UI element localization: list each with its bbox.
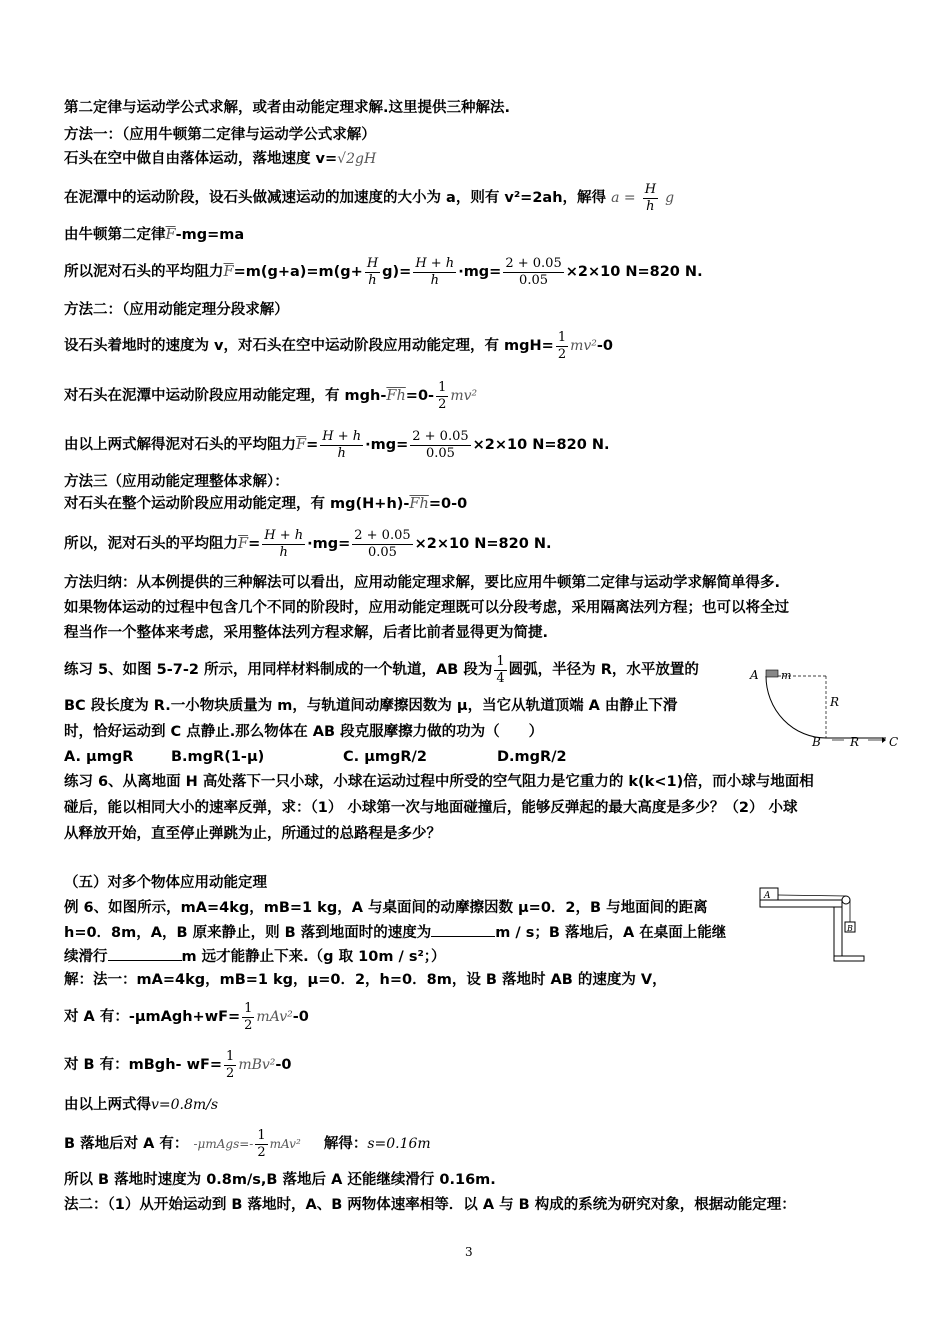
solution-line: 所以 B 落地时速度为 0.8m/s,B 落地后 A 还能继续滑行 0.16m.: [64, 1172, 496, 1188]
exercise-6-line: 碰后，能以相同大小的速率反弹，求：（1） 小球第一次与地面碰撞后，能够反弹起的最大高度是多少？（2） 小球: [64, 800, 798, 816]
exercise-5-line: 时，恰好运动到 C 点静止.那么物体在 AB 段克服摩擦力做的功为（ ）: [64, 724, 544, 740]
block-a-label: A: [764, 891, 771, 901]
exercise-5-line: 练习 5、如图 5-7-2 所示，用同样材料制成的一个轨道，AB 段为 $\frac{1}{4}$ 圆弧，半径为 R，水平放置的: [64, 653, 699, 686]
solution-line: 由以上两式得v=0.8m/s: [64, 1097, 219, 1113]
summary-line: 如果物体运动的过程中包含几个不同的阶段时，应用动能定理既可以分段考虑，采用隔离法列方程；也可以将全过: [64, 600, 789, 616]
option-a: A. μmgR: [64, 749, 134, 765]
text-line: 石头在空中做自由落体运动，落地速度 v=√2gH: [64, 151, 377, 167]
exercise-6-line: 从释放开始，直至停止弹跳为止，所通过的总路程是多少？: [64, 826, 441, 842]
section-heading: （五）对多个物体应用动能定理: [64, 875, 267, 891]
page-number: 3: [465, 1245, 473, 1259]
text-line: 由牛顿第二定律$\overline{F}-mg=ma$: [64, 227, 245, 243]
option-b: B.mgR(1-μ): [171, 749, 265, 765]
text-line: 对石头在泥潭中运动阶段应用动能定理，有 mgh-$\overline{Fh}=0-$ $\frac{1}{2}$ mv²: [64, 379, 478, 412]
summary-line: 程当作一个整体来考虑，采用整体法列方程求解，后者比前者显得更为简捷.: [64, 625, 549, 641]
label-b: B: [812, 735, 821, 749]
summary-line: 方法归纳：从本例提供的三种解法可以看出，应用动能定理求解，要比应用牛顿第二定律与运动学求解简单得多.: [64, 575, 781, 591]
label-c: C: [889, 735, 899, 749]
method-two-heading: 方法二：（应用动能定理分段求解）: [64, 302, 289, 318]
solution-line: 对 B 有：mBgh- wF= $\frac{1}{2}$ mBv²-0: [64, 1048, 292, 1081]
label-r-horizontal: R: [850, 735, 860, 749]
block-b-label: B: [847, 924, 853, 933]
solution-line: 解：法一：mA=4kg，mB=1 kg，μ=0．2，h=0．8m，设 B 落地时 AB 的速度为 V，: [64, 972, 667, 988]
method-three-heading: 方法三（应用动能定理整体求解）：: [64, 474, 289, 490]
text-line: 所以，泥对石头的平均阻力$\overline{F}=$ $\frac{H + h}{h}$ ·mg= $\frac{2 + 0.05}{0.05}$ ×2×10 N=820 N.: [64, 527, 552, 560]
example-6-line: 例 6、如图所示，mA=4kg，mB=1 kg，A 与桌面间的动摩擦因数 μ=0．2，B 与地面间的距离: [64, 900, 708, 916]
answer-blank-velocity[interactable]: [431, 922, 495, 937]
option-c: C. μmgR/2: [343, 749, 427, 765]
answer-blank-distance[interactable]: [108, 946, 182, 961]
label-m: m: [781, 669, 792, 682]
option-d: D.mgR/2: [497, 749, 567, 765]
example-6-line: 续滑行 m 远才能静止下来.（g 取 10m / s²；）: [64, 946, 446, 967]
label-a: A: [750, 668, 759, 682]
solution-line: B 落地后对 A 有： -μmAgs=- $\frac{1}{2}$ mAv² 解得：s=0.16m: [64, 1127, 431, 1160]
exercise-6-line: 练习 6、从离地面 H 高处落下一只小球，小球在运动过程中所受的空气阻力是它重力的 k(k<1)倍，而小球与地面相: [64, 774, 814, 790]
table-pulley-figure: [754, 880, 866, 966]
solution-line: 对 A 有：-μmAgh+wF= $\frac{1}{2}$ mAv²-0: [64, 1000, 309, 1033]
method-one-heading: 方法一：（应用牛顿第二定律与运动学公式求解）: [64, 127, 376, 143]
exercise-5-line: BC 段长度为 R.一小物块质量为 m，与轨道间动摩擦因数为 μ，当它从轨道顶端 A 由静止下滑: [64, 698, 678, 714]
text-line: 对石头在整个运动阶段应用动能定理，有 $mg(H+h)-\overline{Fh}=0-0$: [64, 496, 468, 512]
text-line: 在泥潭中的运动阶段，设石头做减速运动的加速度的大小为 a，则有 v²=2ah，解得 a = $\frac{H}{h}$ g: [64, 181, 675, 214]
example-6-line: h=0．8m，A，B 原来静止，则 B 落到地面时的速度为 m / s；B 落地后，A 在桌面上能继: [64, 922, 726, 943]
arc-track-figure: [748, 664, 904, 756]
exercise-5-options: [64, 747, 567, 767]
solution-line: 法二：（1）从开始运动到 B 落地时，A、B 两物体速率相等．以 A 与 B 构成的系统为研究对象，根据动能定理：: [64, 1197, 796, 1213]
text-line: 所以泥对石头的平均阻力$\overline{F}=m(g+a)=m(g+$ $\frac{H}{h}$ g)= $\frac{H + h}{h}$ ·mg= $\frac{2 + 0.05}{0.05}$ ×2×10 N=820 N.: [64, 255, 703, 288]
text-line: 第二定律与运动学公式求解，或者由动能定理求解.这里提供三种解法.: [64, 100, 511, 116]
text-line: 设石头着地时的速度为 v，对石头在空中运动阶段应用动能定理，有 mgH= $\frac{1}{2}$ mv²-0: [64, 329, 614, 362]
text-line: 由以上两式解得泥对石头的平均阻力$\overline{F}=$ $\frac{H + h}{h}$ ·mg= $\frac{2 + 0.05}{0.05}$ ×2×10 N=820 N.: [64, 428, 610, 461]
label-r-vertical: R: [830, 695, 840, 709]
